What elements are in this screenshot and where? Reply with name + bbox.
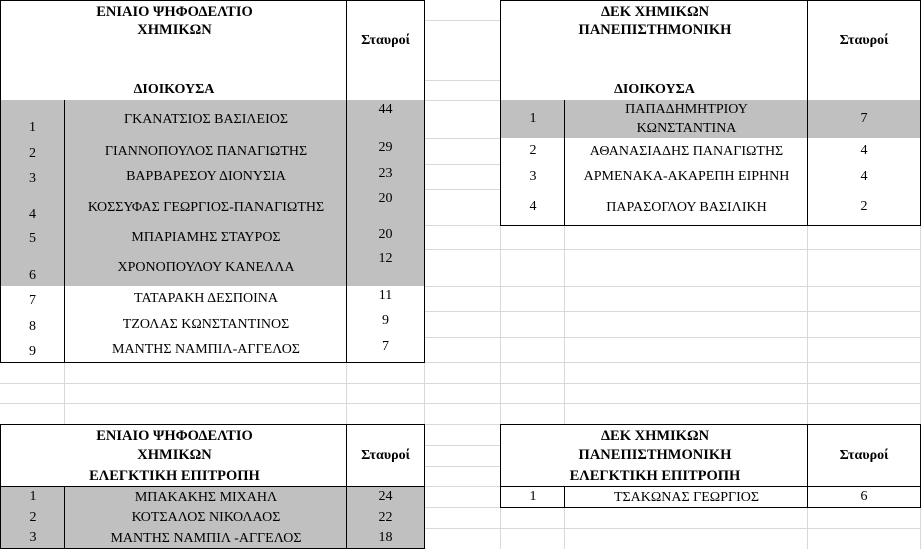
votes-value: 20 [346,225,425,250]
candidate-name: ΜΑΝΤΗΣ ΝΑΜΠΙΛ-ΑΓΓΕΛΟΣ [64,337,347,363]
votes-value: 2 [807,189,921,226]
candidate-name: ΑΘΑΝΑΣΙΑΔΗΣ ΠΑΝΑΓΙΩΤΗΣ [564,138,808,165]
votes-value: 22 [346,507,425,529]
title-line-2: ΠΑΝΕΠΙΣΤΗΜΟΝΙΚΗ [578,447,732,463]
candidate-name: ΜΠΑΚΑΚΗΣ ΜΙΧΑΗΛ [64,486,347,508]
row-number: 5 [0,225,65,250]
title-line-2: ΧΗΜΙΚΩΝ [137,447,212,463]
votes-value: 4 [807,138,921,165]
votes-value: 4 [807,164,921,190]
candidate-name [564,100,808,139]
table-title [500,0,808,81]
candidate-name: ΤΣΑΚΩΝΑΣ ΓΕΩΡΓΙΟΣ [564,486,808,508]
row-number: 8 [0,311,65,338]
votes-value: 9 [346,311,425,338]
row-number: 4 [500,189,565,226]
candidate-name: ΤΖΟΛΑΣ ΚΩΝΣΤΑΝΤΙΝΟΣ [64,311,347,338]
row-number: 3 [0,164,65,190]
row-number: 6 [0,249,65,287]
votes-value: 18 [346,528,425,549]
candidate-name: ΚΟΤΣΑΛΟΣ ΝΙΚΟΛΑΟΣ [64,507,347,529]
section-label: ΔΙΟΙΚΟΥΣΑ [0,80,347,101]
row-number: 1 [0,100,65,139]
votes-header-blank [346,80,425,101]
candidate-name: ΠΑΡΑΣΟΓΛΟΥ ΒΑΣΙΛΙΚΗ [564,189,808,226]
row-number: 7 [0,286,65,312]
row-number: 3 [0,528,65,549]
candidate-name: ΓΙΑΝΝΟΠΟΥΛΟΣ ΠΑΝΑΓΙΩΤΗΣ [64,138,347,165]
votes-value: 7 [346,337,425,363]
title-line-1: ΔΕΚ ΧΗΜΙΚΩΝ [600,428,710,444]
candidate-name: ΚΟΣΣΥΦΑΣ ΓΕΩΡΓΙΟΣ-ΠΑΝΑΓΙΩΤΗΣ [64,189,347,226]
row-number: 1 [0,486,65,508]
title-line-2: ΠΑΝΕΠΙΣΤΗΜΟΝΙΚΗ [578,22,732,38]
votes-value: 11 [346,286,425,312]
votes-header: Σταυροί [346,424,425,487]
candidate-name: ΒΑΡΒΑΡΕΣΟΥ ΔΙΟΝΥΣΙΑ [64,164,347,190]
candidate-name: ΧΡΟΝΟΠΟΥΛΟΥ ΚΑΝΕΛΛΑ [64,249,347,287]
votes-value: 7 [807,100,921,139]
row-number: 1 [500,100,565,139]
row-number: 4 [0,189,65,226]
candidate-name: ΓΚΑΝΑΤΣΙΟΣ ΒΑΣΙΛΕΙΟΣ [64,100,347,139]
row-number: 3 [500,164,565,190]
votes-value: 12 [346,249,425,287]
candidate-name: ΜΠΑΡΙΑΜΗΣ ΣΤΑΥΡΟΣ [64,225,347,250]
votes-value: 29 [346,138,425,165]
title-line-1: ΕΝΙΑΙΟ ΨΗΦΟΔΕΛΤΙΟ [96,428,253,444]
votes-header: Σταυροί [807,424,921,487]
votes-value: 20 [346,189,425,226]
section-label: ΕΛΕΓΚΤΙΚΗ ΕΠΙΤΡΟΠΗ [89,468,260,484]
row-number: 1 [500,486,565,508]
votes-header-blank [807,80,921,101]
candidate-name: ΑΡΜΕΝΑΚΑ-ΑΚΑΡΕΠΗ ΕΙΡΗΝΗ [564,164,808,190]
table-title [0,424,347,487]
table-title [500,424,808,487]
votes-value: 6 [807,486,921,508]
title-line-1: ΕΝΙΑΙΟ ΨΗΦΟΔΕΛΤΙΟ [96,4,253,20]
votes-value: 44 [346,100,425,139]
section-label: ΔΙΟΙΚΟΥΣΑ [500,80,808,101]
row-number: 2 [0,138,65,165]
candidate-name-line-2: ΚΩΝΣΤΑΝΤΙΝΑ [636,121,737,136]
section-label: ΕΛΕΓΚΤΙΚΗ ΕΠΙΤΡΟΠΗ [569,468,741,484]
table-title [0,0,347,81]
row-number: 2 [0,507,65,529]
title-line-2: ΧΗΜΙΚΩΝ [137,22,212,38]
row-number: 2 [500,138,565,165]
title-line-1: ΔΕΚ ΧΗΜΙΚΩΝ [600,4,710,20]
candidate-name: ΜΑΝΤΗΣ ΝΑΜΠΙΛ -ΑΓΓΕΛΟΣ [64,528,347,549]
votes-header: Σταυροί [346,0,425,81]
row-number: 9 [0,337,65,363]
votes-header: Σταυροί [807,0,921,81]
candidate-name: ΤΑΤΑΡΑΚΗ ΔΕΣΠΟΙΝΑ [64,286,347,312]
candidate-name-line-1: ΠΑΠΑΔΗΜΗΤΡΙΟΥ [625,102,748,117]
votes-value: 23 [346,164,425,190]
votes-value: 24 [346,486,425,508]
